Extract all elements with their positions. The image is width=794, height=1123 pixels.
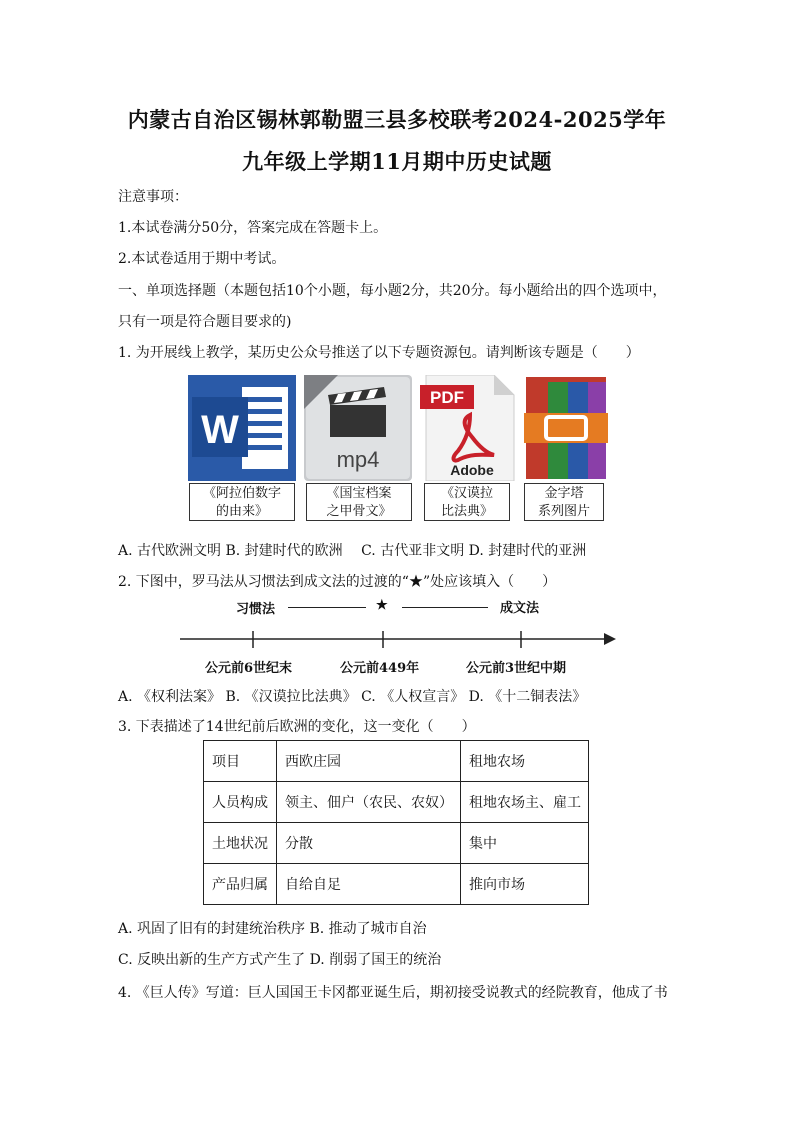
timeline-tick-2: 公元前449年 — [340, 661, 420, 676]
timeline-axis — [178, 628, 618, 650]
q3-stem: 3. 下表描述了14世纪前后欧洲的变化，这一变化（ ） — [118, 719, 476, 735]
q2-stem: 2. 下图中，罗马法从习惯法到成文法的过渡的“★”处应该填入（ ） — [118, 574, 557, 590]
table-cell: 西欧庄园 — [277, 741, 461, 782]
table-cell: 租地农场 — [461, 741, 589, 782]
timeline-star: ★ — [376, 598, 388, 613]
table-cell: 租地农场主、雇工 — [461, 782, 589, 823]
caption-oracle-bones: 《国宝档案 之甲骨文》 — [306, 483, 412, 521]
pdf-icon — [420, 375, 528, 481]
archive-icon — [524, 375, 632, 481]
table-row — [204, 823, 589, 864]
table-cell: 集中 — [461, 823, 589, 864]
q2-options: A. 《权利法案》 B. 《汉谟拉比法典》 C. 《人权宣言》 D. 《十二铜表法》 — [118, 689, 587, 705]
word-icon-letter: W — [201, 408, 239, 452]
pdf-icon-label: PDF — [430, 388, 464, 407]
timeline-connector-right — [402, 607, 488, 608]
table-row — [204, 782, 589, 823]
q3-options-line-1: A. 巩固了旧有的封建统治秩序 B. 推动了城市自治 — [118, 921, 427, 937]
table-cell: 推向市场 — [461, 864, 589, 905]
timeline-connector-left — [288, 607, 366, 608]
q3-options-line-2: C. 反映出新的生产方式产生了 D. 削弱了国王的统治 — [118, 952, 442, 968]
title-line-1: 内蒙古自治区锡林郭勒盟三县多校联考2024-2025学年 — [127, 107, 667, 132]
table-row — [204, 741, 589, 782]
section-instruction-2: 只有一项是符合题目要求的) — [118, 314, 292, 330]
timeline-end-label: 成文法 — [500, 601, 540, 616]
table-cell: 土地状况 — [204, 823, 277, 864]
table-row — [204, 864, 589, 905]
note-item-2: 2.本试卷适用于期中考试。 — [118, 251, 286, 267]
timeline-tick-1: 公元前6世纪末 — [205, 661, 293, 676]
caption-hammurabi: 《汉谟拉 比法典》 — [424, 483, 510, 521]
q1-stem: 1. 为开展线上教学，某历史公众号推送了以下专题资源包。请判断该专题是（ ） — [118, 345, 640, 361]
title-line-2: 九年级上学期11月期中历史试题 — [242, 149, 552, 174]
mp4-icon — [304, 375, 412, 481]
table-cell: 自给自足 — [277, 864, 461, 905]
table-cell: 分散 — [277, 823, 461, 864]
caption-pyramid: 金字塔 系列图片 — [524, 483, 604, 521]
table-cell: 项目 — [204, 741, 277, 782]
q4-stem: 4. 《巨人传》写道：巨人国国王卡冈都亚诞生后，期初接受说教式的经院教育，他成了书 — [118, 985, 668, 1001]
table-cell: 人员构成 — [204, 782, 277, 823]
timeline-tick-3: 公元前3世纪中期 — [466, 661, 567, 676]
table-cell: 领主、佃户（农民、农奴） — [277, 782, 461, 823]
word-icon — [188, 375, 296, 481]
mp4-icon-label: mp4 — [336, 447, 380, 472]
q1-options: A. 古代欧洲文明 B. 封建时代的欧洲 C. 古代亚非文明 D. 封建时代的亚洲 — [118, 543, 587, 559]
timeline-start-label: 习惯法 — [236, 602, 276, 617]
caption-arabic-numerals: 《阿拉伯数字 的由来》 — [189, 483, 295, 521]
q3-table — [203, 740, 589, 905]
adobe-label: Adobe — [450, 462, 494, 478]
notes-heading: 注意事项： — [118, 189, 188, 205]
section-instruction-1: 一、单项选择题（本题包括10个小题，每小题2分，共20分。每小题给出的四个选项中， — [118, 283, 667, 299]
table-cell: 产品归属 — [204, 864, 277, 905]
note-item-1: 1.本试卷满分50分，答案完成在答题卡上。 — [118, 220, 388, 236]
